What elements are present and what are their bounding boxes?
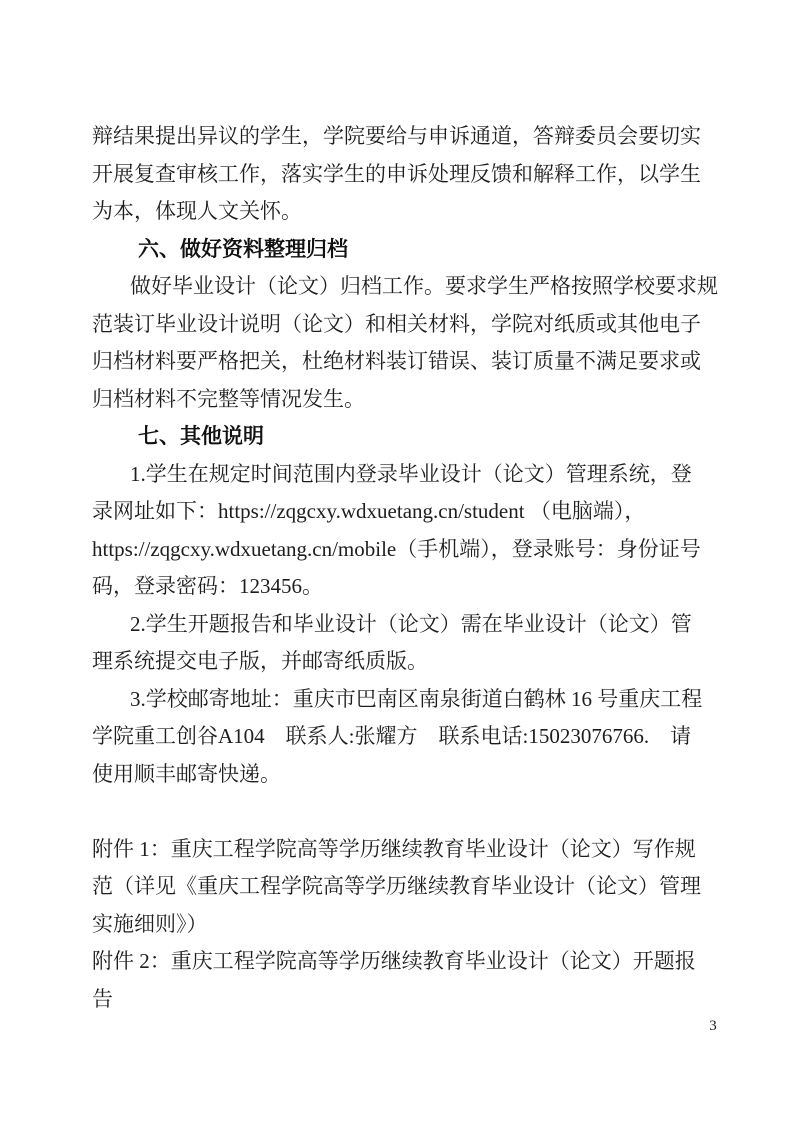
text-line-attachment-1: 附件 1：重庆工程学院高等学历继续教育毕业设计（论文）写作规 xyxy=(92,836,696,861)
text-line-login-url-pc: 录网址如下：https://zqgcxy.wdxuetang.cn/student （电脑端）， xyxy=(92,499,646,523)
text-line: 为本，体现人文关怀。 xyxy=(92,199,302,223)
text-line: 告 xyxy=(92,986,113,1011)
text-line: 开展复查审核工作，落实学生的申诉处理反馈和解释工作，以学生 xyxy=(92,161,701,186)
section-heading-six: 六、做好资料整理归档 xyxy=(138,237,348,261)
text-line: 辩结果提出异议的学生，学院要给与申诉通道，答辩委员会要切实 xyxy=(92,124,701,148)
section-heading-seven: 七、其他说明 xyxy=(138,425,264,448)
text-line: 范装订毕业设计说明（论文）和相关材料，学院对纸质或其他电子 xyxy=(92,311,701,336)
text-line: 范（详见《重庆工程学院高等学历继续教育毕业设计（论文）管理 xyxy=(92,874,701,898)
text-line-contact-info: 学院重工创谷A104 联系人:张耀方 联系电话:15023076766. 请 xyxy=(92,724,692,748)
blank-line xyxy=(92,793,732,831)
text-line: 实施细则》） xyxy=(92,911,208,936)
text-line-attachment-2: 附件 2：重庆工程学院高等学历继续教育毕业设计（论文）开题报 xyxy=(92,949,696,973)
text-line: 码，登录密码：123456。 xyxy=(92,574,323,598)
text-line-list-item-1: 1.学生在规定时间范围内登录毕业设计（论文）管理系统，登 xyxy=(130,461,692,486)
text-line-list-item-3: 3.学校邮寄地址：重庆市巴南区南泉街道白鹤林 16 号重庆工程 xyxy=(130,686,703,711)
text-line: 做好毕业设计（论文）归档工作。要求学生严格按照学校要求规 xyxy=(130,274,718,298)
text-line: 归档材料不完整等情况发生。 xyxy=(92,386,365,411)
text-line-list-item-2: 2.学生开题报告和毕业设计（论文）需在毕业设计（论文）管 xyxy=(130,611,692,636)
text-line-login-url-mobile: https://zqgcxy.wdxuetang.cn/mobile（手机端），登录账号：身份证号 xyxy=(92,536,701,561)
text-line: 使用顺丰邮寄快递。 xyxy=(92,761,281,786)
page-number: 3 xyxy=(709,1018,717,1034)
text-line: 归档材料要严格把关，杜绝材料装订错误、装订质量不满足要求或 xyxy=(92,349,701,373)
text-line: 理系统提交电子版，并邮寄纸质版。 xyxy=(92,649,428,673)
document-body xyxy=(92,118,732,1018)
